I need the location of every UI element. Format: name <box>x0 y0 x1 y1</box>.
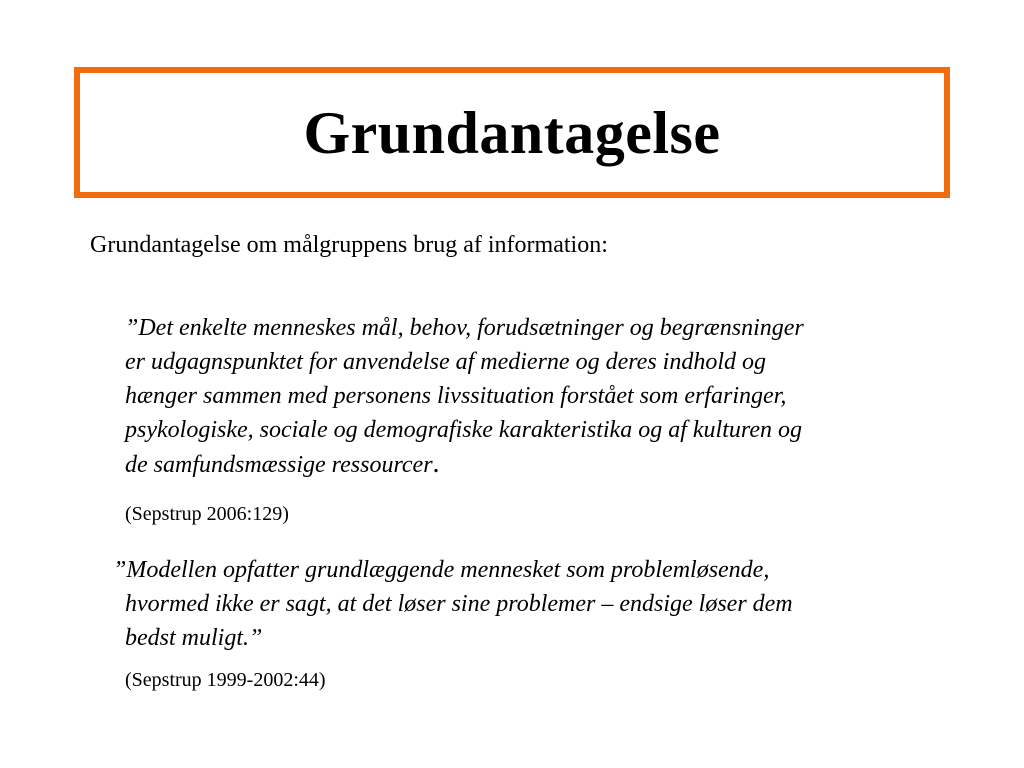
quote-sepstrup-2006 <box>125 311 945 482</box>
quote-line: psykologiske, sociale og demografiske karakteristika og af kulturen og <box>125 417 802 443</box>
slide-title: Grundantagelse <box>303 99 721 166</box>
title-box <box>74 67 950 198</box>
quote-line: er udgagnspunktet for anvendelse af medierne og deres indhold og <box>125 349 766 375</box>
quote-sepstrup-1999 <box>113 553 933 655</box>
citation-sepstrup-1999: (Sepstrup 1999-2002:44) <box>125 669 326 691</box>
quote-end-mark: . <box>432 448 440 479</box>
intro-text: Grundantagelse om målgruppens brug af information: <box>90 232 608 258</box>
quote-line-text: de samfundsmæssige ressourcer <box>125 452 433 478</box>
citation-sepstrup-2006: (Sepstrup 2006:129) <box>125 503 289 525</box>
quote-line-last <box>125 447 945 482</box>
quote-line: hvormed ikke er sagt, at det løser sine problemer – endsige løser dem <box>125 591 793 617</box>
quote-line: ”Det enkelte menneskes mål, behov, forudsætninger og begrænsninger <box>125 315 804 341</box>
quote-line: hænger sammen med personens livssituation forstået som erfaringer, <box>125 383 787 409</box>
quote-line: bedst muligt.” <box>125 625 263 651</box>
quote-line: ”Modellen opfatter grundlæggende mennesket som problemløsende, <box>113 557 770 583</box>
